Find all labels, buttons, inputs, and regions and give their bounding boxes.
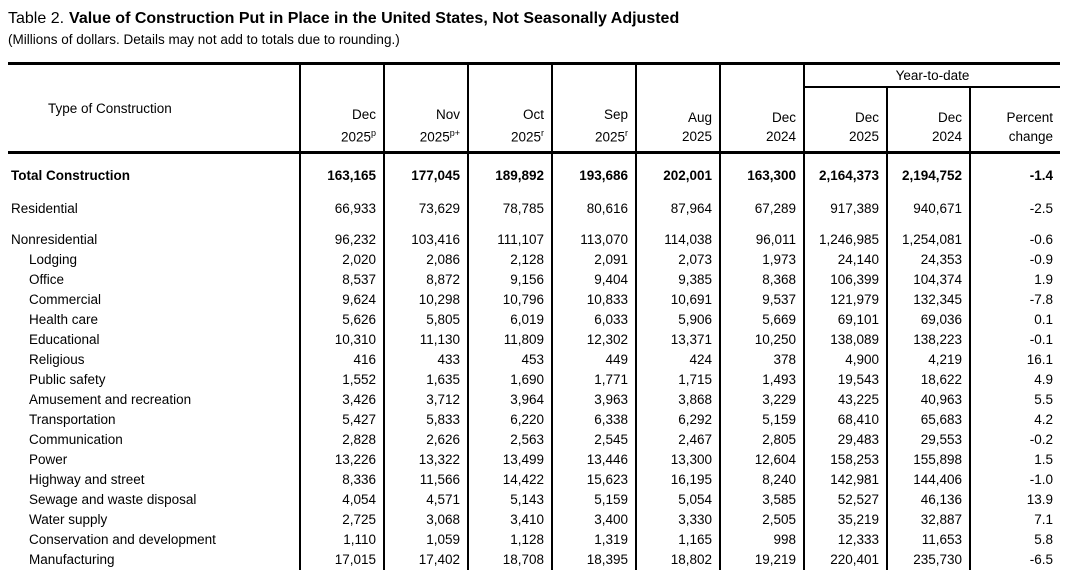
column-header-oct-2025: Oct 2025$^r$ — [468, 64, 552, 153]
cell-value: 78,785 — [468, 192, 552, 225]
cell-value: 163,165 — [300, 153, 384, 193]
cell-value: 11,809 — [468, 330, 552, 350]
cell-value: 12,302 — [552, 330, 636, 350]
cell-value: 3,068 — [384, 510, 468, 530]
cell-value: 7.1 — [970, 510, 1060, 530]
column-header-sep-2025: Sep 2025$^r$ — [552, 64, 636, 153]
cell-value: 1,319 — [552, 530, 636, 550]
cell-value: 2,626 — [384, 430, 468, 450]
cell-value: -0.1 — [970, 330, 1060, 350]
cell-value: 15,623 — [552, 470, 636, 490]
cell-value: 3,410 — [468, 510, 552, 530]
superscript-r: r — [541, 128, 544, 138]
cell-value: 121,979 — [804, 290, 887, 310]
cell-value: 138,223 — [887, 330, 970, 350]
cell-value: 3,712 — [384, 390, 468, 410]
table-row — [8, 310, 1060, 330]
cell-value: 132,345 — [887, 290, 970, 310]
cell-value: 69,101 — [804, 310, 887, 330]
cell-value: 5.5 — [970, 390, 1060, 410]
cell-value: 3,426 — [300, 390, 384, 410]
cell-value: 29,553 — [887, 430, 970, 450]
cell-value: 18,622 — [887, 370, 970, 390]
cell-value: 138,089 — [804, 330, 887, 350]
table-row — [8, 430, 1060, 450]
column-header-nov-2025: Nov $2025^{p+}$ — [384, 64, 468, 153]
cell-value: 46,136 — [887, 490, 970, 510]
table-row — [8, 290, 1060, 310]
cell-value: 193,686 — [552, 153, 636, 193]
page-title: Value of Construction Put in Place in the United States, Not Seasonally Adjusted — [69, 10, 679, 27]
cell-value: -1.4 — [970, 153, 1060, 193]
cell-value: 2,828 — [300, 430, 384, 450]
cell-value: 1,690 — [468, 370, 552, 390]
cell-value: 1,246,985 — [804, 225, 887, 250]
cell-value: 10,250 — [720, 330, 804, 350]
cell-value: 40,963 — [887, 390, 970, 410]
row-label: Communication — [8, 430, 300, 450]
cell-value: 2,505 — [720, 510, 804, 530]
cell-value: 8,336 — [300, 470, 384, 490]
cell-value: 189,892 — [468, 153, 552, 193]
cell-value: 9,404 — [552, 270, 636, 290]
cell-value: 3,229 — [720, 390, 804, 410]
cell-value: 12,333 — [804, 530, 887, 550]
cell-value: 10,310 — [300, 330, 384, 350]
cell-value: 1,059 — [384, 530, 468, 550]
cell-value: 2,086 — [384, 250, 468, 270]
cell-value: 87,964 — [636, 192, 720, 225]
cell-value: 4,900 — [804, 350, 887, 370]
cell-value: 917,389 — [804, 192, 887, 225]
superscript-p-plus: p+ — [450, 128, 460, 138]
cell-value: 69,036 — [887, 310, 970, 330]
cell-value: 13.9 — [970, 490, 1060, 510]
cell-value: -1.0 — [970, 470, 1060, 490]
table-header — [8, 64, 1060, 153]
cell-value: 5,626 — [300, 310, 384, 330]
cell-value: 2,545 — [552, 430, 636, 450]
cell-value: 158,253 — [804, 450, 887, 470]
cell-value: 9,537 — [720, 290, 804, 310]
cell-value: 1,128 — [468, 530, 552, 550]
cell-value: 1,165 — [636, 530, 720, 550]
cell-value: -0.9 — [970, 250, 1060, 270]
row-label: Nonresidential — [8, 225, 300, 250]
cell-value: 18,708 — [468, 550, 552, 570]
cell-value: 4,571 — [384, 490, 468, 510]
row-label: Commercial — [8, 290, 300, 310]
cell-value: 4,054 — [300, 490, 384, 510]
row-label: Lodging — [8, 250, 300, 270]
cell-value: 378 — [720, 350, 804, 370]
table-row — [8, 410, 1060, 430]
table-row — [8, 153, 1060, 193]
cell-value: 1.5 — [970, 450, 1060, 470]
cell-value: 2,194,752 — [887, 153, 970, 193]
table-row — [8, 550, 1060, 570]
cell-value: 52,527 — [804, 490, 887, 510]
row-label: Highway and street — [8, 470, 300, 490]
table-row — [8, 192, 1060, 225]
cell-value: 19,543 — [804, 370, 887, 390]
cell-value: 113,070 — [552, 225, 636, 250]
cell-value: 453 — [468, 350, 552, 370]
cell-value: 2,467 — [636, 430, 720, 450]
row-label: Total Construction — [8, 153, 300, 193]
cell-value: 2,091 — [552, 250, 636, 270]
cell-value: 5,054 — [636, 490, 720, 510]
cell-value: 449 — [552, 350, 636, 370]
row-label: Sewage and waste disposal — [8, 490, 300, 510]
column-header-percent-change: Percent change — [970, 87, 1060, 153]
table-row — [8, 225, 1060, 250]
cell-value: 2,128 — [468, 250, 552, 270]
table-row — [8, 470, 1060, 490]
table-number: Table 2. — [8, 10, 64, 27]
row-label: Amusement and recreation — [8, 390, 300, 410]
table-row — [8, 330, 1060, 350]
row-label: Office — [8, 270, 300, 290]
cell-value: 17,402 — [384, 550, 468, 570]
cell-value: 13,300 — [636, 450, 720, 470]
cell-value: 10,833 — [552, 290, 636, 310]
cell-value: 9,156 — [468, 270, 552, 290]
cell-value: 8,537 — [300, 270, 384, 290]
cell-value: 424 — [636, 350, 720, 370]
cell-value: 3,868 — [636, 390, 720, 410]
cell-value: 24,140 — [804, 250, 887, 270]
cell-value: 2,805 — [720, 430, 804, 450]
cell-value: 96,011 — [720, 225, 804, 250]
cell-value: 2,164,373 — [804, 153, 887, 193]
cell-value: 1.9 — [970, 270, 1060, 290]
cell-value: 11,566 — [384, 470, 468, 490]
column-header-dec-2025: Dec 2025$^p$ — [300, 64, 384, 153]
cell-value: 43,225 — [804, 390, 887, 410]
cell-value: 13,499 — [468, 450, 552, 470]
cell-value: 220,401 — [804, 550, 887, 570]
superscript-r: r — [625, 128, 628, 138]
cell-value: 106,399 — [804, 270, 887, 290]
cell-value: 16.1 — [970, 350, 1060, 370]
cell-value: 177,045 — [384, 153, 468, 193]
column-header-aug-2025: Aug 2025 — [636, 64, 720, 153]
table-row — [8, 350, 1060, 370]
header-row-ytd — [8, 64, 1060, 88]
table-title — [8, 9, 1065, 28]
cell-value: 433 — [384, 350, 468, 370]
cell-value: 18,395 — [552, 550, 636, 570]
cell-value: 10,796 — [468, 290, 552, 310]
superscript-p: p — [371, 128, 376, 138]
cell-value: 202,001 — [636, 153, 720, 193]
cell-value: 155,898 — [887, 450, 970, 470]
cell-value: 2,725 — [300, 510, 384, 530]
cell-value: 65,683 — [887, 410, 970, 430]
year-to-date-group-header: Year-to-date — [804, 64, 1060, 88]
cell-value: 5,833 — [384, 410, 468, 430]
row-label: Manufacturing — [8, 550, 300, 570]
cell-value: 66,933 — [300, 192, 384, 225]
cell-value: 2,073 — [636, 250, 720, 270]
cell-value: 9,624 — [300, 290, 384, 310]
row-label: Public safety — [8, 370, 300, 390]
cell-value: 5,159 — [720, 410, 804, 430]
cell-value: 1,771 — [552, 370, 636, 390]
row-label: Power — [8, 450, 300, 470]
cell-value: 13,371 — [636, 330, 720, 350]
cell-value: 10,298 — [384, 290, 468, 310]
table-row — [8, 390, 1060, 410]
row-label: Residential — [8, 192, 300, 225]
cell-value: 18,802 — [636, 550, 720, 570]
cell-value: 111,107 — [468, 225, 552, 250]
cell-value: 96,232 — [300, 225, 384, 250]
cell-value: 29,483 — [804, 430, 887, 450]
cell-value: 6,033 — [552, 310, 636, 330]
column-header-ytd-dec-2025: Dec 2025 — [804, 87, 887, 153]
table-subtitle: (Millions of dollars. Details may not add to totals due to rounding.) — [8, 31, 1065, 48]
cell-value: 13,322 — [384, 450, 468, 470]
cell-value: 3,964 — [468, 390, 552, 410]
cell-value: 11,653 — [887, 530, 970, 550]
cell-value: -2.5 — [970, 192, 1060, 225]
cell-value: 144,406 — [887, 470, 970, 490]
cell-value: -7.8 — [970, 290, 1060, 310]
cell-value: 940,671 — [887, 192, 970, 225]
cell-value: 17,015 — [300, 550, 384, 570]
cell-value: 2,020 — [300, 250, 384, 270]
row-label: Educational — [8, 330, 300, 350]
cell-value: 2,563 — [468, 430, 552, 450]
cell-value: 8,368 — [720, 270, 804, 290]
cell-value: 5,669 — [720, 310, 804, 330]
cell-value: 1,973 — [720, 250, 804, 270]
cell-value: 10,691 — [636, 290, 720, 310]
cell-value: 68,410 — [804, 410, 887, 430]
cell-value: 0.1 — [970, 310, 1060, 330]
cell-value: -0.6 — [970, 225, 1060, 250]
construction-table — [8, 62, 1060, 570]
cell-value: 5,906 — [636, 310, 720, 330]
table-row — [8, 370, 1060, 390]
row-label: Health care — [8, 310, 300, 330]
row-label: Religious — [8, 350, 300, 370]
cell-value: 4,219 — [887, 350, 970, 370]
table-row — [8, 270, 1060, 290]
cell-value: 6,292 — [636, 410, 720, 430]
table-row — [8, 530, 1060, 550]
cell-value: 104,374 — [887, 270, 970, 290]
cell-value: 998 — [720, 530, 804, 550]
cell-value: 8,872 — [384, 270, 468, 290]
cell-value: 5,159 — [552, 490, 636, 510]
cell-value: 8,240 — [720, 470, 804, 490]
column-header-ytd-dec-2024: Dec 2024 — [887, 87, 970, 153]
table-row — [8, 450, 1060, 470]
cell-value: 163,300 — [720, 153, 804, 193]
cell-value: 3,585 — [720, 490, 804, 510]
cell-value: 1,493 — [720, 370, 804, 390]
cell-value: 1,110 — [300, 530, 384, 550]
row-label: Conservation and development — [8, 530, 300, 550]
cell-value: 114,038 — [636, 225, 720, 250]
cell-value: 13,446 — [552, 450, 636, 470]
cell-value: 73,629 — [384, 192, 468, 225]
type-of-construction-header: Type of Construction — [8, 64, 300, 153]
cell-value: 9,385 — [636, 270, 720, 290]
cell-value: 416 — [300, 350, 384, 370]
table-row — [8, 250, 1060, 270]
cell-value: 5.8 — [970, 530, 1060, 550]
table-row — [8, 490, 1060, 510]
cell-value: 142,981 — [804, 470, 887, 490]
cell-value: 5,143 — [468, 490, 552, 510]
cell-value: 4.9 — [970, 370, 1060, 390]
cell-value: 4.2 — [970, 410, 1060, 430]
table-row — [8, 510, 1060, 530]
cell-value: 1,254,081 — [887, 225, 970, 250]
cell-value: 19,219 — [720, 550, 804, 570]
cell-value: 103,416 — [384, 225, 468, 250]
cell-value: 16,195 — [636, 470, 720, 490]
cell-value: 1,635 — [384, 370, 468, 390]
cell-value: 80,616 — [552, 192, 636, 225]
cell-value: 235,730 — [887, 550, 970, 570]
cell-value: 1,715 — [636, 370, 720, 390]
cell-value: 11,130 — [384, 330, 468, 350]
table-body — [8, 153, 1060, 570]
cell-value: 3,330 — [636, 510, 720, 530]
cell-value: 24,353 — [887, 250, 970, 270]
column-header-dec-2024: Dec 2024 — [720, 64, 804, 153]
cell-value: 6,220 — [468, 410, 552, 430]
cell-value: 13,226 — [300, 450, 384, 470]
cell-value: 12,604 — [720, 450, 804, 470]
cell-value: 5,805 — [384, 310, 468, 330]
cell-value: -6.5 — [970, 550, 1060, 570]
cell-value: 32,887 — [887, 510, 970, 530]
cell-value: 3,400 — [552, 510, 636, 530]
row-label: Transportation — [8, 410, 300, 430]
cell-value: 35,219 — [804, 510, 887, 530]
cell-value: 3,963 — [552, 390, 636, 410]
cell-value: 67,289 — [720, 192, 804, 225]
cell-value: 14,422 — [468, 470, 552, 490]
cell-value: 6,338 — [552, 410, 636, 430]
row-label: Water supply — [8, 510, 300, 530]
cell-value: -0.2 — [970, 430, 1060, 450]
cell-value: 6,019 — [468, 310, 552, 330]
cell-value: 5,427 — [300, 410, 384, 430]
cell-value: 1,552 — [300, 370, 384, 390]
